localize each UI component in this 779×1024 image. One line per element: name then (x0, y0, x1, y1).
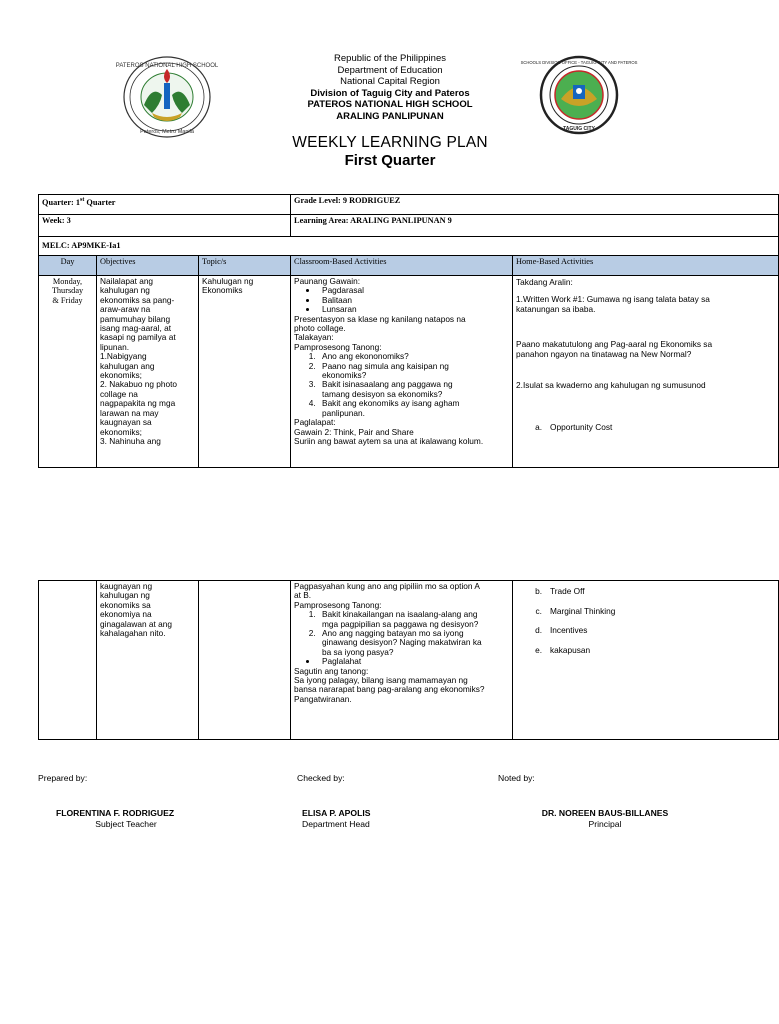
column-header-day: Day (39, 256, 97, 276)
quarter-title: First Quarter (344, 152, 436, 169)
svg-text:Pateros, Metro Manila: Pateros, Metro Manila (140, 129, 194, 135)
svg-text:SCHOOLS DIVISION OFFICE - TAGU: SCHOOLS DIVISION OFFICE - TAGUIG CITY AND PATEROS (520, 60, 638, 65)
svg-text:TAGUIG CITY: TAGUIG CITY (563, 126, 595, 132)
home-activities-cell: Takdang Aralin: 1.Written Work #1: Gumawa ng isang talata batay sa katanungan sa ibaba. Paano makatutulong ang Pag-aaral ng Ekonomiks sa panahon ngayon na tinatawag na New Normal? 2.Isulat sa kwaderno ang kahulugan ng sumusunod a. Opportunity Cost (513, 276, 779, 468)
list-item: c. Marginal Thinking (535, 605, 616, 616)
prepared-by-signatory (56, 808, 226, 829)
column-header-objectives: Objectives (97, 256, 199, 276)
list-item: • Lunsaran (318, 305, 509, 314)
day-cell (39, 581, 97, 740)
division-line: Division of Taguig City and Pateros (310, 87, 470, 99)
list-item: • Paglalahat (318, 657, 509, 666)
list-item: b. Trade Off (535, 586, 585, 596)
department-line: Department of Education (337, 64, 443, 76)
pateros-nhs-seal-logo (115, 55, 219, 139)
prepared-by-label: Prepared by: (38, 773, 88, 783)
noted-by-label: Noted by: (498, 773, 535, 783)
learning-area-cell: Learning Area: ARALING PANLIPUNAN 9 (291, 215, 779, 237)
list-item: d. Incentives (535, 625, 588, 635)
home-activities-cell (513, 581, 779, 740)
subject-line: ARALING PANLIPUNAN (336, 110, 444, 122)
grade-level-cell: Grade Level: 9 RODRIGUEZ (291, 195, 779, 215)
noted-name: DR. NOREEN BAUS-BILLANES (541, 808, 669, 818)
prepared-name: FLORENTINA F. RODRIGUEZ (56, 808, 175, 818)
weekly-plan-table-page2 (38, 580, 779, 740)
svg-text:PATEROS NATIONAL HIGH SCHOOL: PATEROS NATIONAL HIGH SCHOOL (115, 63, 219, 69)
checked-by-label: Checked by: (297, 773, 345, 783)
day-cell: Monday, Thursday & Friday (39, 276, 97, 468)
noted-by-signatory (530, 808, 680, 829)
list-item: 1. Ano ang ekononomiks? (318, 352, 509, 361)
list-item: e. kakapusan (535, 644, 591, 655)
list-item: a. Opportunity Cost (535, 422, 613, 432)
column-header-topics: Topic/s (199, 256, 291, 276)
list-item: • Balitaan (318, 296, 509, 305)
column-header-home: Home-Based Activities (513, 256, 779, 276)
school-line: PATEROS NATIONAL HIGH SCHOOL (307, 99, 473, 110)
topic-cell (199, 581, 291, 740)
list-item: 4. Bakit ang ekonomiks ay isang agham panlipunan. (318, 399, 509, 418)
column-header-classroom: Classroom-Based Activities (291, 256, 513, 276)
letterhead (230, 53, 550, 122)
objectives-cell: kaugnayan ng kahulugan ng ekonomiks sa ekonomiya na ginagalawan at ang kahalagahan nito. (97, 581, 199, 740)
weekly-plan-table-page1 (38, 194, 779, 468)
quarter-cell: Quarter: 1st Quarter (39, 195, 291, 215)
prepared-role: Subject Teacher (95, 818, 157, 829)
objectives-cell: Nailalapat ang kahulugan ng ekonomiks sa pang- araw-araw na pamumuhay bilang isang mag-aaral, at kasapi ng pamilya at lipunan. 1.Nabigyang kahulugan ang ekonomiks; 2. Nakabuo ng photo collage na nagpapakita ng mga larawan na may kaugnayan sa ekonomiks; 3. Nahinuha ang (97, 276, 199, 468)
topic-cell: Kahulugan ng Ekonomiks (199, 276, 291, 468)
melc-cell: MELC: AP9MKE-Ia1 (39, 237, 779, 256)
checked-by-signatory (302, 808, 370, 829)
list-item: 3. Bakit isinasaalang ang paggawa ng tamang desisyon sa ekonomiks? (318, 380, 509, 399)
list-item: 2. Ano ang nagging batayan mo sa iyong ginawang desisyon? Naging makatwiran ka ba sa iyong pasya? (318, 629, 509, 657)
classroom-activities-cell: Paunang Gawain: • Pagdarasal • Balitaan • Lunsaran Presentasyon sa klase ng kanilang natapos na photo collage. Talakayan: Pamprosesong Tanong: 1. Ano ang ekononomiks? 2. Paano nag simula ang kaisipan ng ekonomiks? 3. Bakit isinasaalang ang paggawa ng tamang desisyon sa ekonomiks? 4. Bakit ang ekonomiks ay isang agham panlipunan. Paglalapat: Gawain 2: Think, Pair and Share Suriin ang bawat aytem sa una at ikalawang kolum. (291, 276, 513, 468)
republic-line: Republic of the Philippines (334, 53, 446, 64)
document-title: WEEKLY LEARNING PLAN (292, 134, 488, 151)
classroom-activities-cell: Pagpasyahan kung ano ang pipiliin mo sa option A at B. Pamprosesong Tanong: 1. Bakit kinakailangan na isaalang-alang ang mga pagpipilian sa paggawa ng desisyon? 2. Ano ang nagging batayan mo sa iyong ginawang desisyon? Naging makatwiran ka ba sa iyong pasya? • Paglalahat Sagutin ang tanong: Sa iyong palagay, bilang isang mamamayan ng bansa nararapat bang pag-aralang ang ekonomiks? Pangatwiranan. (291, 581, 513, 740)
checked-name: ELISA P. APOLIS (302, 808, 371, 818)
list-item: 1. Bakit kinakailangan na isaalang-alang ang mga pagpipilian sa paggawa ng desisyon? (318, 610, 509, 629)
checked-role: Department Head (302, 818, 370, 829)
week-cell: Week: 3 (39, 215, 291, 237)
region-line: National Capital Region (340, 76, 440, 87)
list-item: • Pagdarasal (318, 286, 509, 295)
list-item: 2. Paano nag simula ang kaisipan ng ekonomiks? (318, 362, 509, 381)
noted-role: Principal (588, 818, 622, 829)
